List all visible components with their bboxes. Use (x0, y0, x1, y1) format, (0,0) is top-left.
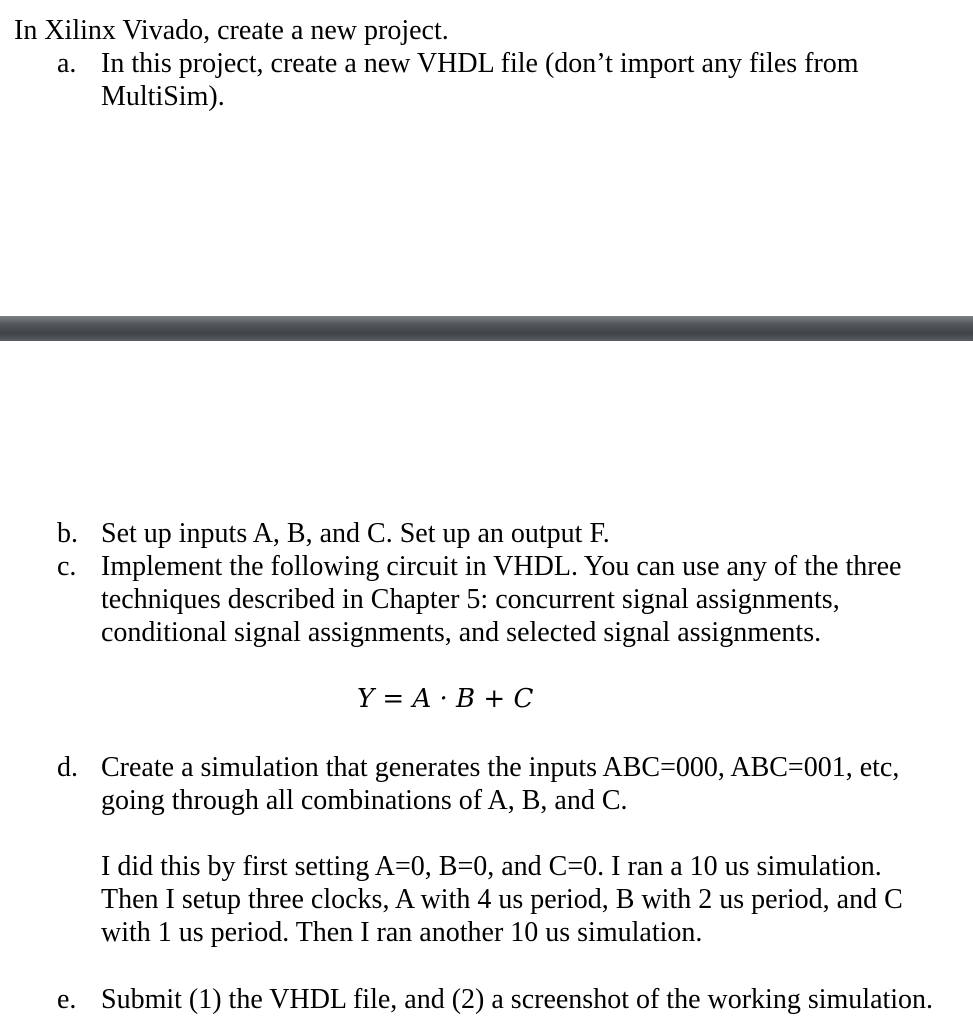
item-d-line-1: Create a simulation that generates the inputs ABC=000, ABC=001, etc, (101, 752, 900, 783)
item-d-note-line-3: with 1 us period. Then I ran another 10 us simulation. (101, 917, 703, 948)
item-d-marker: d. (57, 752, 78, 783)
separator-bar (0, 316, 973, 341)
item-c-line-1: Implement the following circuit in VHDL. You can use any of the three (101, 551, 902, 582)
item-c-marker: c. (57, 551, 77, 582)
item-a-line-2: MultiSim). (101, 81, 225, 112)
item-a-marker: a. (57, 48, 77, 79)
item-d-note-line-1: I did this by first setting A=0, B=0, and C=0. I ran a 10 us simulation. (101, 851, 882, 882)
item-c-line-3: conditional signal assignments, and selected signal assignments. (101, 617, 822, 648)
item-c-line-2: techniques described in Chapter 5: concurrent signal assignments, (101, 584, 840, 615)
intro-line: In Xilinx Vivado, create a new project. (14, 15, 449, 46)
item-d-line-2: going through all combinations of A, B, and C. (101, 785, 628, 816)
item-e-marker: e. (57, 984, 77, 1015)
boolean-equation: Y = A · B + C (357, 684, 534, 714)
item-b-marker: b. (57, 518, 78, 549)
item-b-line-1: Set up inputs A, B, and C. Set up an output F. (101, 518, 610, 549)
item-a-line-1: In this project, create a new VHDL file (don’t import any files from (101, 48, 859, 79)
item-d-note-line-2: Then I setup three clocks, A with 4 us period, B with 2 us period, and C (101, 884, 903, 915)
item-e-line-1: Submit (1) the VHDL file, and (2) a screenshot of the working simulation. (101, 984, 934, 1015)
